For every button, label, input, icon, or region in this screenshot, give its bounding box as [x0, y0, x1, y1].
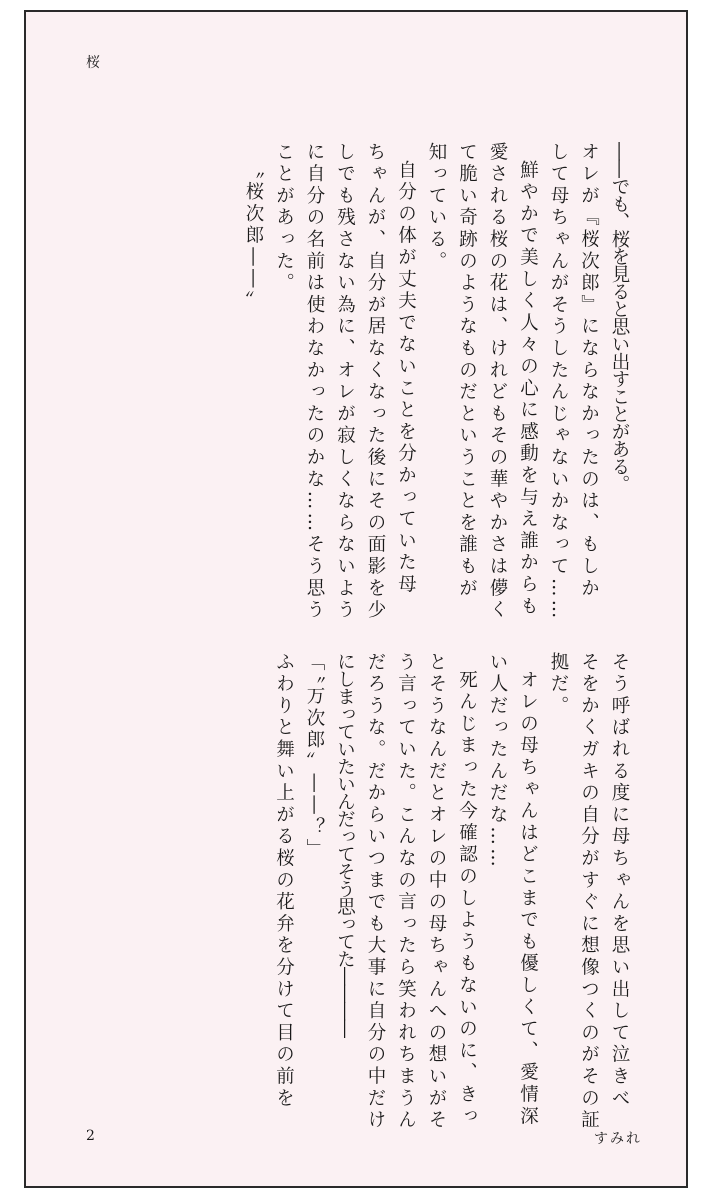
- text-line: にしまっていたいんだってそう思ってた――――: [334, 652, 356, 1037]
- text-line: て脆い奇跡のようなものだということを誰もが: [456, 142, 478, 600]
- text-line: しでも残さない為に、オレが寂しくならないよう: [334, 142, 356, 622]
- speech-line: 〝桜次郎――〟: [243, 160, 264, 313]
- text-line: い人だったんだな……: [487, 652, 508, 870]
- text-line: 知っている。: [426, 142, 447, 273]
- lower-text-block: [268, 652, 634, 1132]
- running-title: 桜: [86, 55, 101, 71]
- text-line: う言っていた。こんなの言ったら笑われちまうん: [395, 652, 417, 1132]
- page-number: 2: [86, 1128, 95, 1144]
- text-line: だろうな。だからいつまでも大事に自分の中だけ: [365, 652, 386, 1132]
- book-page: [24, 10, 688, 1188]
- text-line: とそうなんだとオレの中の母ちゃんへの想いがそ: [426, 652, 447, 1132]
- text-line: ――でも、桜を見ると思い出すことがある。: [609, 142, 630, 492]
- text-line: して母ちゃんがそうしたんじゃないかなって……: [548, 142, 569, 622]
- text-line: 鮮やかで美しく人々の心に感動を与え誰からも: [517, 160, 539, 618]
- text-line: オレの母ちゃんはどこまでも優しくて、愛情深: [517, 670, 539, 1128]
- speech-line: 「〝万次郎〟――？」: [304, 652, 325, 861]
- text-line: そう呼ばれる度に母ちゃんを思い出して泣きべ: [609, 652, 630, 1110]
- text-line: ちゃんが、自分が居なくなった後にその面影を少: [365, 142, 386, 622]
- text-line: 愛される桜の花は、けれどもその華やかさは儚く: [487, 142, 508, 622]
- text-line: に自分の名前は使わなかったのかな……そう思う: [304, 142, 325, 622]
- upper-text-block: [238, 142, 635, 622]
- text-line: 拠だ。: [548, 652, 569, 718]
- author-name: すみれ: [594, 1131, 642, 1147]
- text-line: そをかくガキの自分がすぐに想像つくのがその証: [578, 652, 600, 1132]
- text-line: 自分の体が丈夫でないことを分かっていた母: [395, 160, 417, 596]
- text-line: 死んじまった今確認のしようもないのに、きっ: [456, 670, 478, 1128]
- text-line: ふわりと舞い上がる桜の花弁を分けて目の前を: [273, 652, 295, 1110]
- text-line: オレが『桜次郎』にならなかったのは、もしか: [578, 142, 600, 600]
- text-line: ことがあった。: [273, 142, 295, 295]
